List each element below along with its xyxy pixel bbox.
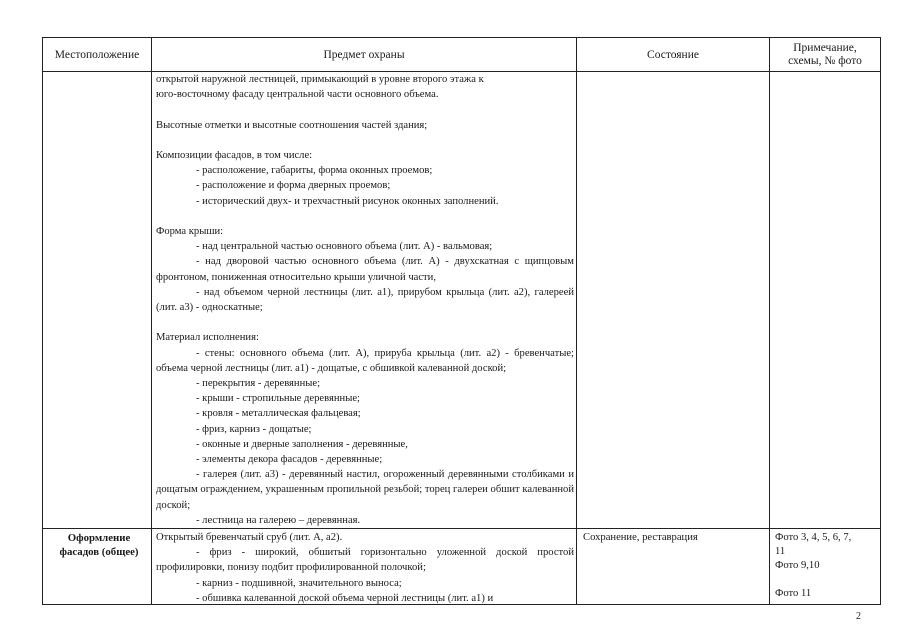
table: [42, 37, 881, 605]
page-number: 2: [856, 611, 861, 622]
list-item: - карниз - подшивной, значительного выноса;: [196, 577, 402, 589]
list-item: - фриз, карниз - дощатые;: [196, 423, 312, 435]
list-item: - элементы декора фасадов - деревянные;: [196, 454, 383, 466]
row2-note: Фото 3, 4, 5, 6, 7, 11 Фото 9,10 Фото 11: [775, 532, 852, 599]
list-item: - стены: основного объема (лит. А), прируба крыльца (лит. а2) - бревенчатые; объема черной лестницы (лит. а1) - дощатые, с обшивкой калеванной доской;: [156, 347, 574, 374]
list-item: - галерея (лит. а3) - деревянный настил, огороженный деревянными столбиками и дощатым ограждением, украшенным пропильной резьбой; торец галереи обшит калеванной доской;: [156, 469, 574, 511]
column-divider: [576, 38, 577, 604]
paragraph: Открытый бревенчатый сруб (лит. А, а2).: [156, 532, 343, 543]
row-divider: [43, 528, 880, 529]
list-item: - обшивка калеванной доской объема черной лестницы (лит. а1) и: [196, 592, 494, 604]
list-item: - исторический двух- и трехчастный рисунок оконных заполнений.: [196, 195, 499, 207]
header-subject: Предмет охраны: [323, 48, 405, 61]
header-note: Примечание, схемы, № фото: [788, 42, 862, 67]
list-item: - оконные и дверные заполнения - деревянные,: [196, 438, 408, 450]
list-item: - лестница на галерею – деревянная.: [196, 514, 361, 526]
list-item: - расположение, габариты, форма оконных проемов;: [196, 165, 433, 177]
list-item: - фриз - широкий, обшитый горизонтально уложенной доской простой профилировки, понизу подбит профилированной полочкой;: [156, 547, 574, 574]
column-divider: [151, 38, 152, 604]
list-item: - кровля - металлическая фальцевая;: [196, 408, 361, 420]
list-item: - над центральной частью основного объема (лит. А) - вальмовая;: [196, 241, 493, 253]
row2-state: Сохранение, реставрация: [583, 532, 698, 543]
paragraph: Форма крыши:: [156, 225, 224, 237]
row2-subject: [156, 530, 574, 606]
list-item: - над объемом черной лестницы (лит. а1), прирубом крыльца (лит. а2), галереей (лит. а3) - односкатные;: [156, 286, 574, 313]
row1-subject: [156, 72, 574, 528]
list-item: - расположение и форма дверных проемов;: [196, 180, 391, 192]
header-state: Состояние: [647, 48, 699, 61]
list-item: - перекрытия - деревянные;: [196, 378, 321, 389]
header-location: Местоположение: [54, 48, 140, 61]
list-item: - над дворовой частью основного объема (лит. А) - двухскатная с щипцовым фронтоном, пониженная относительно крыши уличной части,: [156, 256, 574, 283]
paragraph: Композиции фасадов, в том числе:: [156, 149, 313, 161]
paragraph: открытой наружной лестницей, примыкающий в уровне второго этажа к: [156, 74, 484, 85]
paragraph: Материал исполнения:: [156, 332, 259, 344]
paragraph: юго-восточному фасаду центральной части основного объема.: [156, 89, 439, 101]
column-divider: [769, 38, 770, 604]
row2-location: Оформление фасадов (общее): [59, 532, 139, 558]
paragraph: Высотные отметки и высотные соотношения частей здания;: [156, 119, 428, 131]
list-item: - крыши - стропильные деревянные;: [196, 393, 360, 405]
